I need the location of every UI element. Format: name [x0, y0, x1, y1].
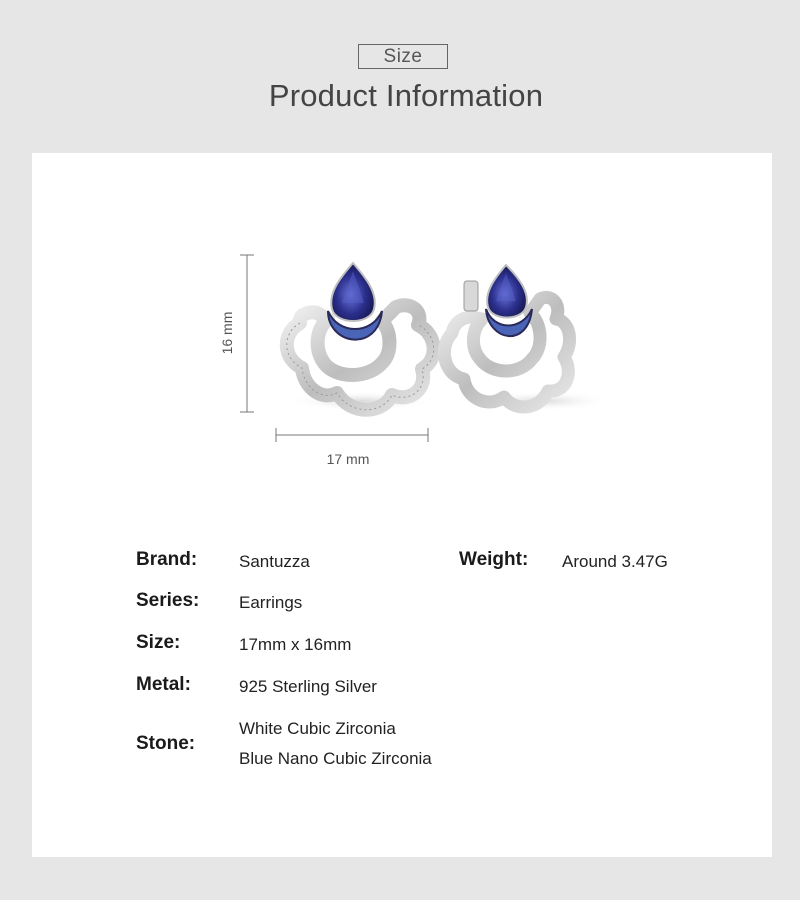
- series-label: Series:: [136, 590, 200, 611]
- size-tag: Size: [358, 44, 448, 69]
- series-value: Earrings: [239, 593, 303, 612]
- stone-label: Stone:: [136, 733, 196, 754]
- left-earring: [287, 263, 437, 411]
- right-earring: [444, 265, 612, 411]
- stone-value-white: White Cubic Zirconia: [239, 719, 396, 738]
- brand-value: Santuzza: [239, 552, 310, 571]
- weight-value: Around 3.47G: [562, 552, 668, 571]
- metal-label: Metal:: [136, 674, 191, 695]
- height-dimension-line: [240, 255, 254, 412]
- size-value: 17mm x 16mm: [239, 635, 352, 654]
- product-info-card: [32, 153, 772, 857]
- stone-value-blue: Blue Nano Cubic Zirconia: [239, 749, 432, 768]
- brand-label: Brand:: [136, 549, 198, 570]
- earring-illustration: [32, 153, 772, 493]
- width-dimension-line: [276, 428, 428, 442]
- page-title: Product Information: [268, 78, 544, 113]
- size-label: Size:: [136, 632, 181, 653]
- metal-value: 925 Sterling Silver: [239, 677, 377, 696]
- width-label: 17 mm: [326, 451, 370, 467]
- height-label: 16 mm: [219, 311, 235, 355]
- weight-label: Weight:: [459, 549, 529, 570]
